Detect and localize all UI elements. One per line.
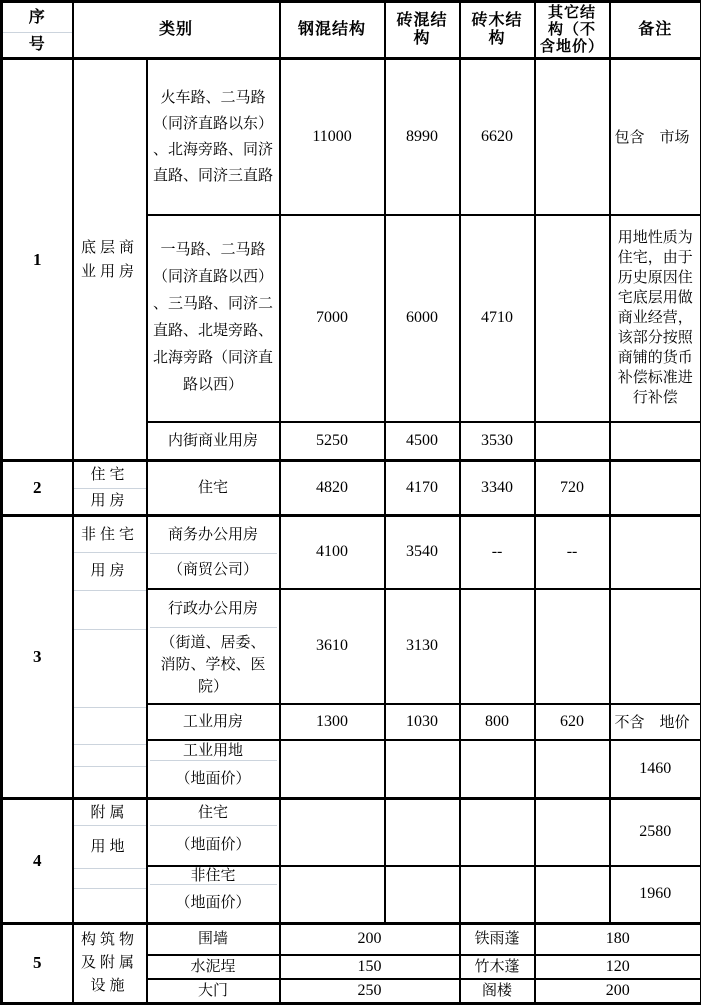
remark-s3b bbox=[610, 589, 701, 704]
value-brick-wood-s1b: 4710 bbox=[460, 215, 535, 422]
value-brick-concrete-s3c: 1030 bbox=[385, 704, 460, 740]
remark-s1c bbox=[610, 422, 701, 461]
value-brick-concrete-s1b: 6000 bbox=[385, 215, 460, 422]
header-cell-category: 类别 bbox=[73, 2, 280, 59]
item-cell-s5a-right: 铁雨蓬 bbox=[460, 924, 535, 955]
value-steel-s1b: 7000 bbox=[280, 215, 385, 422]
value-brick-concrete-s4a bbox=[385, 799, 460, 866]
row-s5-a bbox=[2, 924, 701, 955]
value-cell-s5a-right: 180 bbox=[535, 924, 701, 955]
name-cell-s1c: 内街商业用房 bbox=[147, 422, 280, 461]
row-s3-a bbox=[2, 516, 701, 589]
header-cell-remark: 备注 bbox=[610, 2, 701, 59]
value-brick-wood-s1a: 6620 bbox=[460, 59, 535, 215]
name-cell-s4a: 住宅 （地面价） bbox=[147, 799, 280, 866]
value-cell-s5c-left: 250 bbox=[280, 979, 460, 1004]
value-steel-s3c: 1300 bbox=[280, 704, 385, 740]
category-cell-s4: 附属 用地 bbox=[73, 799, 147, 924]
value-brick-concrete-s2: 4170 bbox=[385, 461, 460, 516]
value-steel-s4a bbox=[280, 799, 385, 866]
header-row bbox=[2, 2, 701, 59]
value-steel-s3d bbox=[280, 740, 385, 799]
value-cell-s5b-left: 150 bbox=[280, 955, 460, 979]
item-cell-s5c-left: 大门 bbox=[147, 979, 280, 1004]
value-other-s3c: 620 bbox=[535, 704, 610, 740]
item-cell-s5b-left: 水泥埕 bbox=[147, 955, 280, 979]
value-other-s2: 720 bbox=[535, 461, 610, 516]
value-brick-concrete-s1a: 8990 bbox=[385, 59, 460, 215]
value-other-s3d bbox=[535, 740, 610, 799]
value-other-s3a: -- bbox=[535, 516, 610, 589]
value-brick-wood-s2: 3340 bbox=[460, 461, 535, 516]
header-cell-brick-concrete: 砖混结 构 bbox=[385, 2, 460, 59]
value-brick-concrete-s4b bbox=[385, 866, 460, 924]
item-cell-s5a-left: 围墙 bbox=[147, 924, 280, 955]
value-brick-wood-s3a: -- bbox=[460, 516, 535, 589]
value-other-s1b bbox=[535, 215, 610, 422]
value-steel-s3a: 4100 bbox=[280, 516, 385, 589]
remark-s3a bbox=[610, 516, 701, 589]
name-cell-s1a: 火车路、二马路 （同济直路以东） 、北海旁路、同济 直路、同济三直路 bbox=[147, 59, 280, 215]
value-steel-s1c: 5250 bbox=[280, 422, 385, 461]
item-cell-s5c-right: 阁楼 bbox=[460, 979, 535, 1004]
value-brick-concrete-s3a: 3540 bbox=[385, 516, 460, 589]
seq-number-5: 5 bbox=[2, 924, 73, 1004]
category-cell-s5: 构筑物 及附属 设施 bbox=[73, 924, 147, 1004]
value-steel-s1a: 11000 bbox=[280, 59, 385, 215]
header-cell-seq bbox=[2, 2, 73, 59]
remark-s1b: 用地性质为 住宅，由于 历史原因住 宅底层用做 商业经营， 该部分按照 商铺的货币 补偿标准进 行补偿 bbox=[610, 215, 701, 422]
value-other-s1a bbox=[535, 59, 610, 215]
item-cell-s5b-right: 竹木蓬 bbox=[460, 955, 535, 979]
value-brick-wood-s4a bbox=[460, 799, 535, 866]
name-cell-s2: 住宅 bbox=[147, 461, 280, 516]
value-brick-wood-s3d bbox=[460, 740, 535, 799]
name-cell-s3d: 工业用地 （地面价） bbox=[147, 740, 280, 799]
remark-s1a: 包含 市场 bbox=[610, 59, 701, 215]
value-other-s3b bbox=[535, 589, 610, 704]
value-brick-concrete-s1c: 4500 bbox=[385, 422, 460, 461]
header-seq-line1: 序 bbox=[3, 4, 72, 33]
seq-number-1: 1 bbox=[2, 59, 73, 461]
seq-number-2: 2 bbox=[2, 461, 73, 516]
name-cell-s3a: 商务办公用房 （商贸公司） bbox=[147, 516, 280, 589]
value-steel-s2: 4820 bbox=[280, 461, 385, 516]
remark-s3c: 不含 地价 bbox=[610, 704, 701, 740]
value-other-s4b bbox=[535, 866, 610, 924]
value-brick-wood-s1c: 3530 bbox=[460, 422, 535, 461]
name-cell-s3c: 工业用房 bbox=[147, 704, 280, 740]
value-other-s1c bbox=[535, 422, 610, 461]
row-s4-a bbox=[2, 799, 701, 866]
row-s2 bbox=[2, 461, 701, 516]
value-cell-s5a-left: 200 bbox=[280, 924, 460, 955]
value-brick-concrete-s3b: 3130 bbox=[385, 589, 460, 704]
seq-number-4: 4 bbox=[2, 799, 73, 924]
value-steel-s3b: 3610 bbox=[280, 589, 385, 704]
name-cell-s1b: 一马路、二马路 （同济直路以西） 、三马路、同济二 直路、北堤旁路、 北海旁路（同济直 路以西） bbox=[147, 215, 280, 422]
header-cell-other: 其它结 构（不 含地价） bbox=[535, 2, 610, 59]
value-brick-wood-s4b bbox=[460, 866, 535, 924]
value-cell-s5b-right: 120 bbox=[535, 955, 701, 979]
row-s1-a bbox=[2, 59, 701, 215]
value-brick-wood-s3b bbox=[460, 589, 535, 704]
remark-s4a: 2580 bbox=[610, 799, 701, 866]
seq-number-3: 3 bbox=[2, 516, 73, 799]
header-cell-brick-wood: 砖木结 构 bbox=[460, 2, 535, 59]
remark-s3d: 1460 bbox=[610, 740, 701, 799]
value-brick-concrete-s3d bbox=[385, 740, 460, 799]
value-cell-s5c-right: 200 bbox=[535, 979, 701, 1004]
value-steel-s4b bbox=[280, 866, 385, 924]
name-cell-s4b: 非住宅 （地面价） bbox=[147, 866, 280, 924]
value-brick-wood-s3c: 800 bbox=[460, 704, 535, 740]
header-cell-steel: 钢混结构 bbox=[280, 2, 385, 59]
category-cell-s3: 非住宅 用房 bbox=[73, 516, 147, 799]
name-cell-s3b: 行政办公用房 （街道、居委、消防、学校、医院） bbox=[147, 589, 280, 704]
category-cell-s2: 住宅 用房 bbox=[73, 461, 147, 516]
value-other-s4a bbox=[535, 799, 610, 866]
remark-s2 bbox=[610, 461, 701, 516]
header-seq-line2: 号 bbox=[3, 33, 72, 57]
category-cell-s1: 底层商 业用房 bbox=[73, 59, 147, 461]
remark-s4b: 1960 bbox=[610, 866, 701, 924]
